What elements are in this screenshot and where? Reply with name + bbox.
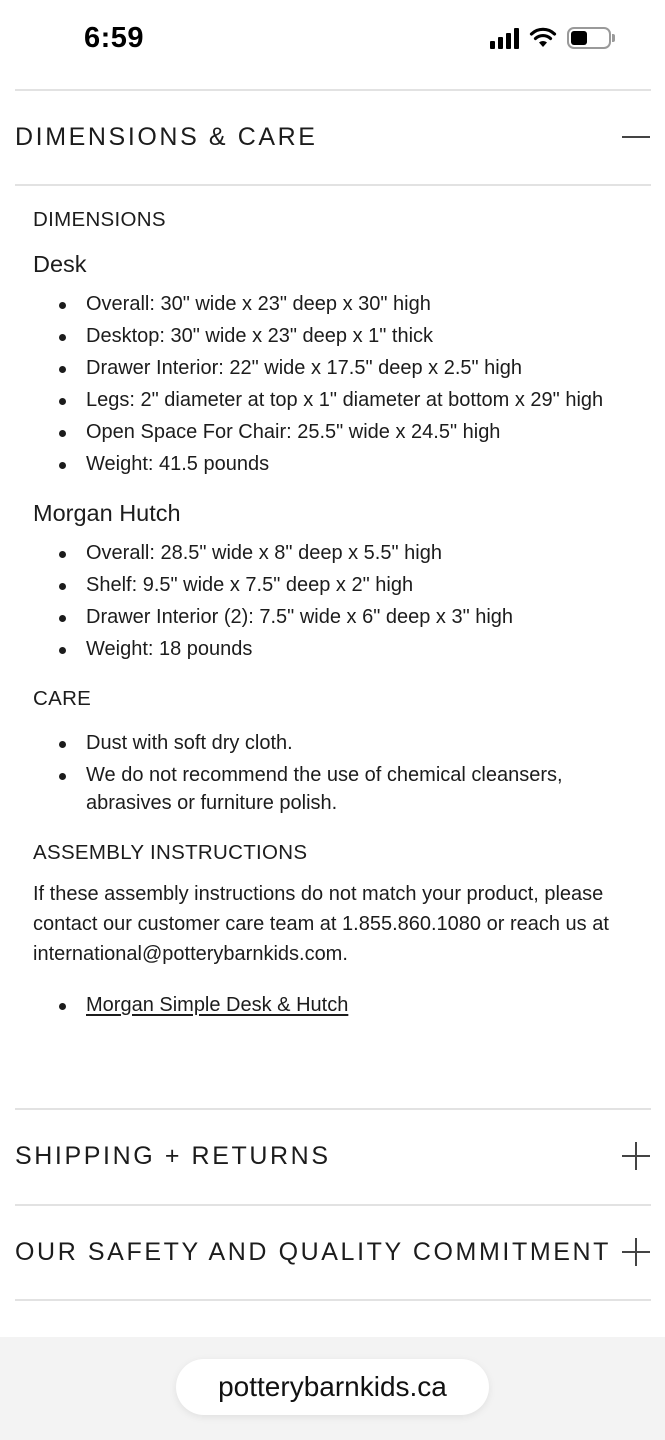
status-time: 6:59 bbox=[84, 22, 145, 54]
accordion-shipping-title: SHIPPING + RETURNS bbox=[15, 1141, 331, 1170]
care-list bbox=[33, 729, 623, 817]
assembly-text: If these assembly instructions do not match your product, please contact our customer care team at 1.855.860.1080 or reach us at international@potterybarnkids.com. bbox=[33, 883, 609, 965]
collapse-minus-icon[interactable] bbox=[622, 136, 650, 138]
status-icons bbox=[490, 27, 615, 49]
accordion-shipping-header[interactable] bbox=[15, 1109, 651, 1203]
assembly-instructions-link[interactable]: Morgan Simple Desk & Hutch bbox=[86, 994, 349, 1016]
assembly-links-list bbox=[33, 991, 623, 1019]
list-item bbox=[33, 991, 608, 1019]
list-item: Desktop: 30" wide x 23" deep x 1" thick bbox=[33, 322, 608, 350]
list-item: Weight: 18 pounds bbox=[33, 635, 608, 663]
list-item: Overall: 28.5" wide x 8" deep x 5.5" high bbox=[33, 539, 608, 567]
hutch-title: Morgan Hutch bbox=[33, 500, 181, 526]
list-item: Dust with soft dry cloth. bbox=[33, 729, 608, 757]
list-item: Drawer Interior: 22" wide x 17.5" deep x 2.5" high bbox=[33, 354, 608, 382]
expand-plus-icon[interactable] bbox=[622, 1238, 650, 1266]
browser-bottom-bar bbox=[0, 1337, 665, 1440]
list-item: Open Space For Chair: 25.5" wide x 24.5" high bbox=[33, 418, 608, 446]
list-item: Legs: 2" diameter at top x 1" diameter at bottom x 29" high bbox=[33, 386, 608, 414]
battery-icon bbox=[567, 27, 615, 49]
cellular-signal-icon bbox=[490, 27, 519, 49]
desk-title: Desk bbox=[33, 251, 87, 277]
divider bbox=[15, 1299, 651, 1301]
list-item: Drawer Interior (2): 7.5" wide x 6" deep x 3" high bbox=[33, 603, 608, 631]
dimensions-heading: DIMENSIONS bbox=[33, 208, 166, 231]
list-item: Weight: 41.5 pounds bbox=[33, 450, 608, 478]
wifi-icon bbox=[529, 27, 557, 49]
list-item: We do not recommend the use of chemical cleansers, abrasives or furniture polish. bbox=[33, 761, 608, 817]
desk-dimensions-list bbox=[33, 290, 623, 478]
accordion-safety-header[interactable] bbox=[15, 1205, 651, 1299]
divider bbox=[15, 184, 651, 186]
list-item: Overall: 30" wide x 23" deep x 30" high bbox=[33, 290, 608, 318]
list-item: Shelf: 9.5" wide x 7.5" deep x 2" high bbox=[33, 571, 608, 599]
assembly-heading: ASSEMBLY INSTRUCTIONS bbox=[33, 841, 308, 864]
expand-plus-icon[interactable] bbox=[622, 1142, 650, 1170]
dimensions-care-panel bbox=[33, 208, 623, 1023]
hutch-dimensions-list bbox=[33, 539, 623, 663]
address-bar[interactable]: potterybarnkids.ca bbox=[176, 1359, 489, 1415]
accordion-safety-title: OUR SAFETY AND QUALITY COMMITMENT bbox=[15, 1237, 612, 1266]
care-heading: CARE bbox=[33, 687, 92, 710]
accordion-dimensions-care-title: DIMENSIONS & CARE bbox=[15, 122, 318, 151]
status-bar bbox=[0, 0, 665, 80]
accordion-dimensions-care-header[interactable] bbox=[15, 90, 651, 184]
